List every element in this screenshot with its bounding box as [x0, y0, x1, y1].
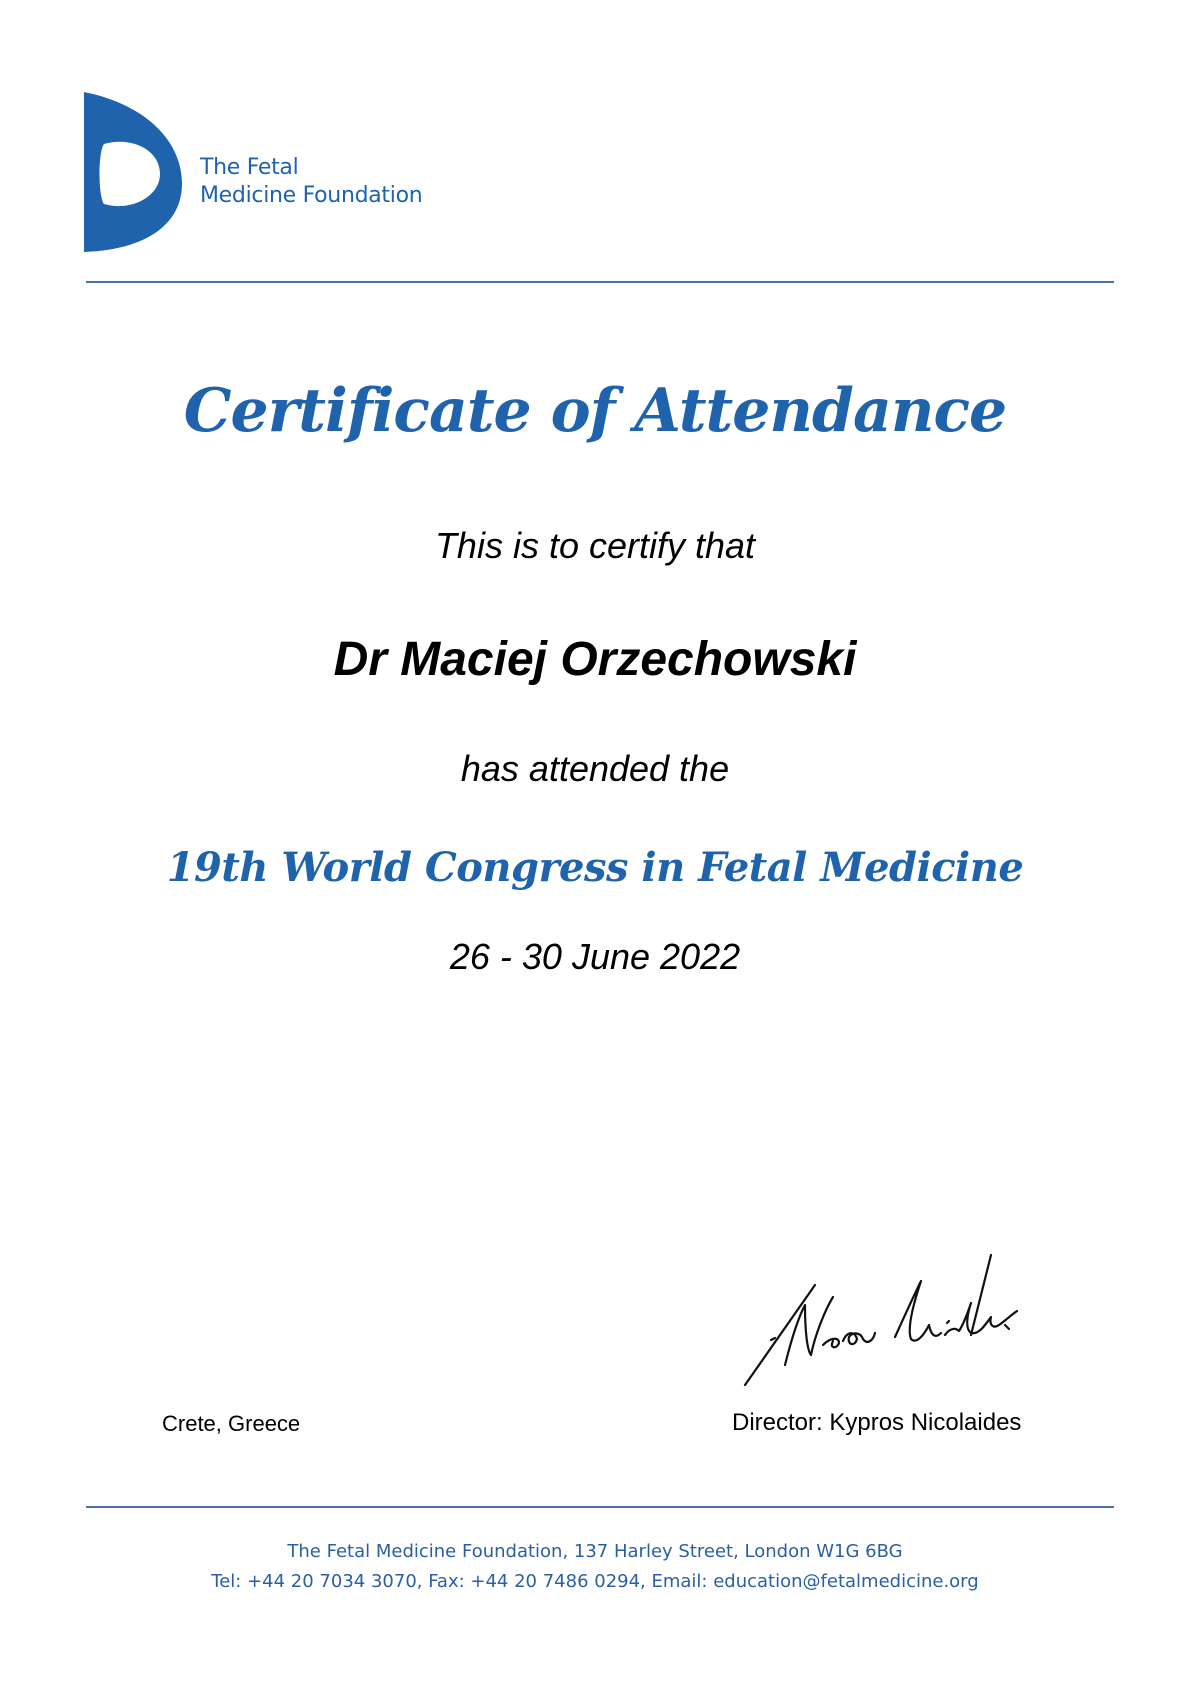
- certify-text: This is to certify that: [434, 525, 756, 566]
- footer-divider: [86, 1506, 1114, 1508]
- logo-line-1: The Fetal: [200, 155, 299, 180]
- logo-line-2: Medicine Foundation: [200, 183, 423, 208]
- signature-laides: [895, 1255, 1017, 1341]
- signature-dot: [771, 1338, 775, 1340]
- signature-initial-stroke: [745, 1285, 815, 1385]
- logo-shape: [84, 92, 182, 252]
- director-name: Director: Kypros Nicolaides: [732, 1409, 1022, 1436]
- fmf-logo-icon: [84, 92, 184, 252]
- logo-text: [200, 154, 422, 210]
- footer-address: The Fetal Medicine Foundation, 137 Harley Street, London W1G 6BG: [287, 1541, 903, 1562]
- signature-n: [785, 1297, 833, 1365]
- certificate-title: Certificate of Attendance: [183, 376, 1007, 446]
- attended-text: has attended the: [460, 748, 730, 789]
- event-location: Crete, Greece: [162, 1411, 301, 1436]
- event-name: 19th World Congress in Fetal Medicine: [166, 844, 1024, 891]
- director-signature: [735, 1245, 1035, 1390]
- footer-contact: Tel: +44 20 7034 3070, Fax: +44 20 7486 0294, Email: education@fetalmedicine.org: [211, 1571, 979, 1592]
- event-dates: 26 - 30 June 2022: [449, 936, 741, 977]
- header-divider: [86, 281, 1114, 283]
- recipient-name: Dr Maciej Orzechowski: [333, 633, 857, 686]
- signature-ico: [823, 1333, 875, 1347]
